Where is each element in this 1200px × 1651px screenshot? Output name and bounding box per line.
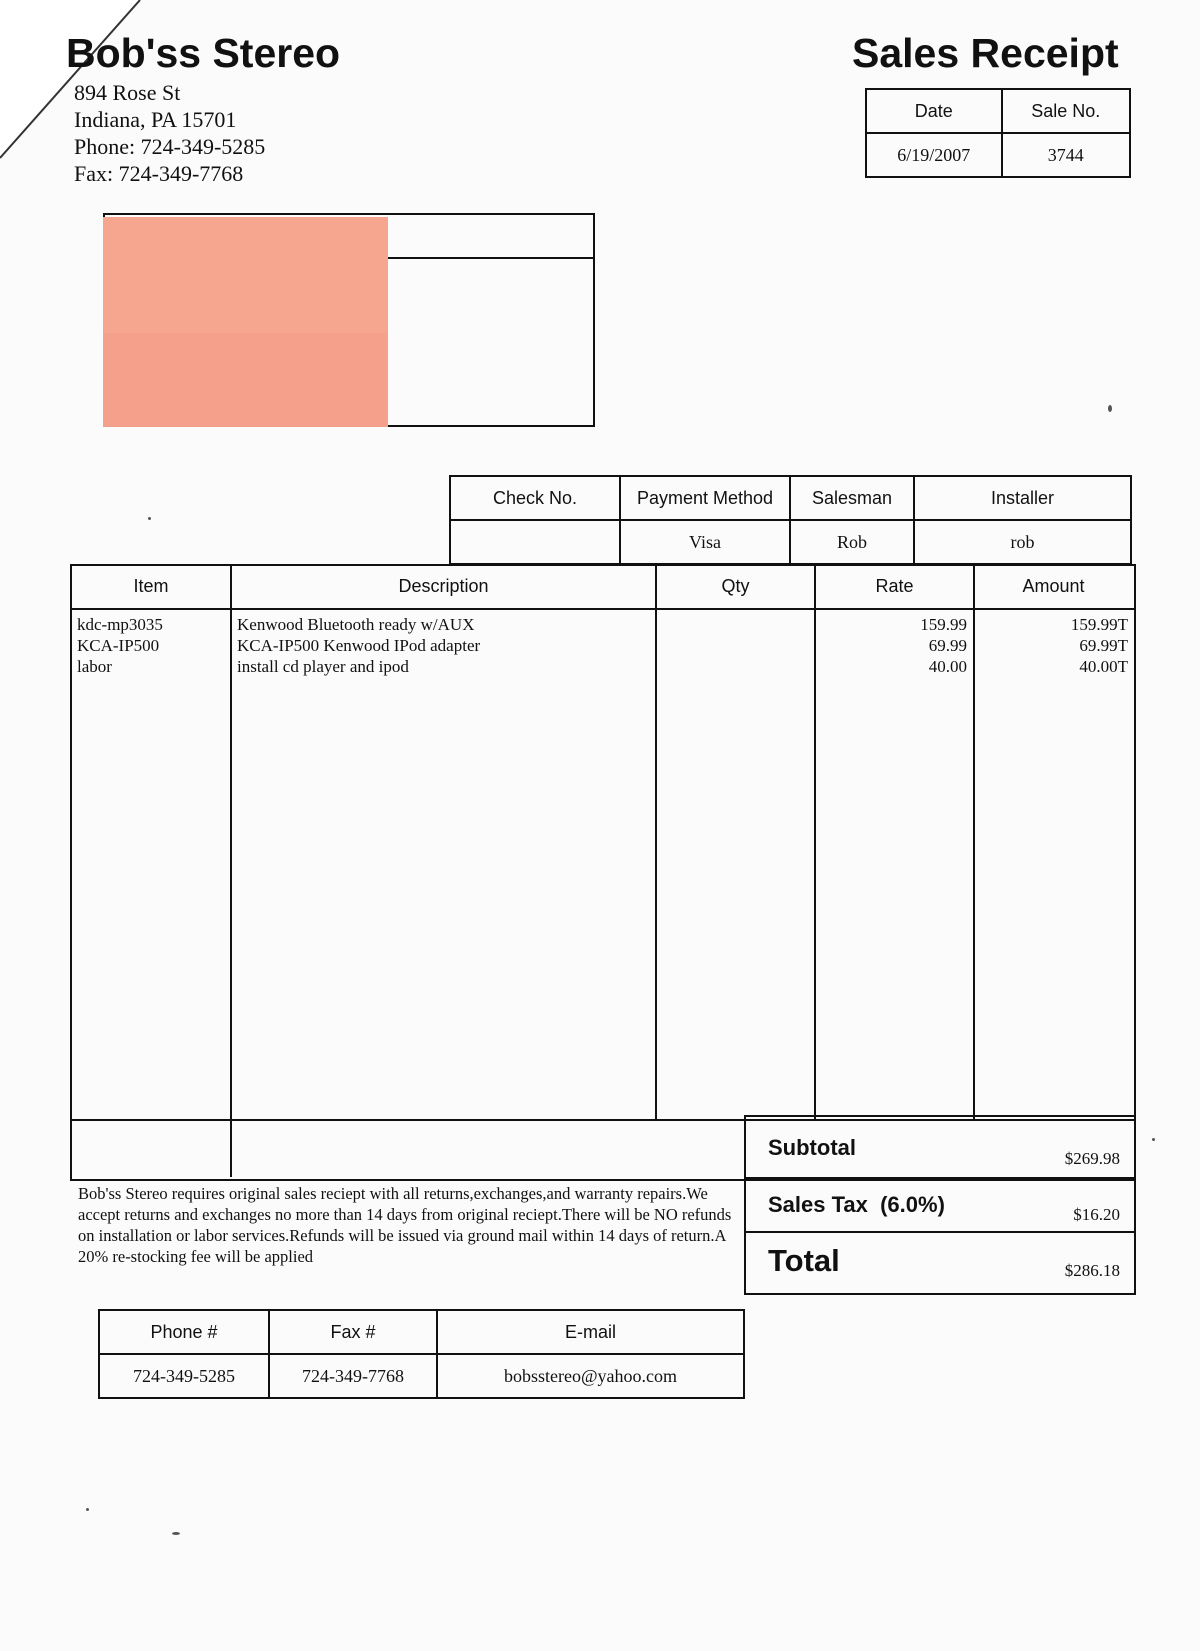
total-label: Total (768, 1243, 840, 1278)
company-address-line1: 894 Rose St (74, 80, 181, 105)
amount-header: Amount (1022, 576, 1085, 596)
totals-divider (746, 1177, 1134, 1179)
item-description: install cd player and ipod (237, 657, 409, 676)
item-rate: 159.99 (920, 615, 967, 634)
date-value: 6/19/2007 (866, 133, 1002, 177)
totals-divider (746, 1231, 1134, 1233)
rate-header: Rate (875, 576, 914, 596)
item-amount: 159.99T (1070, 615, 1128, 634)
payment-method-value: Visa (620, 520, 790, 564)
return-policy: Bob'ss Stereo requires original sales reciept with all returns,exchanges,and warranty repairs.We accept returns and exchanges no more than 14 days from original reciept.There will be NO refunds on installation or labor services.Refunds will be issued via ground mail within 14 days of return.A 20% re-stocking fee will be applied (78, 1184, 732, 1266)
email-value: bobsstereo@yahoo.com (437, 1354, 744, 1398)
subtotal-label: Subtotal (768, 1135, 856, 1160)
item-amount: 69.99T (1079, 636, 1128, 655)
company-address-line2: Indiana, PA 15701 (74, 107, 237, 132)
item-code: kdc-mp3035 (77, 615, 163, 634)
installer-value: rob (914, 520, 1131, 564)
fax-value: 724-349-7768 (269, 1354, 437, 1398)
scan-speck (172, 1532, 180, 1535)
redacted-area (103, 217, 388, 427)
column-divider (655, 566, 657, 1119)
check-no-header: Check No. (450, 476, 620, 520)
contact-table (98, 1309, 745, 1399)
company-phone: Phone: 724-349-5285 (74, 134, 266, 159)
item-amount: 40.00T (1079, 657, 1128, 676)
date-sale-table (865, 88, 1131, 178)
payment-method-header: Payment Method (620, 476, 790, 520)
email-header: E-mail (437, 1310, 744, 1354)
description-header: Description (398, 576, 489, 596)
company-fax: Fax: 724-349-7768 (74, 161, 244, 186)
scan-speck (1108, 405, 1112, 412)
scan-speck (1152, 1138, 1155, 1141)
scan-speck (148, 517, 151, 520)
item-code: KCA-IP500 (77, 636, 160, 655)
check-no-value (450, 520, 620, 564)
column-divider (230, 566, 232, 1177)
installer-header: Installer (914, 476, 1131, 520)
totals-box (744, 1115, 1136, 1295)
sales-tax-label: Sales Tax (6.0%) (768, 1192, 945, 1217)
item-description: Kenwood Bluetooth ready w/AUX (237, 615, 475, 634)
qty-header: Qty (721, 576, 750, 596)
document-title: Sales Receipt (852, 30, 1119, 76)
item-code: labor (77, 657, 112, 676)
company-name: Bob'ss Stereo (66, 30, 341, 76)
item-rate: 69.99 (928, 636, 967, 655)
phone-header: Phone # (99, 1310, 269, 1354)
payment-table (449, 475, 1132, 565)
date-header: Date (866, 89, 1002, 133)
item-description: KCA-IP500 Kenwood IPod adapter (237, 636, 481, 655)
subtotal-value: $269.98 (1064, 1149, 1120, 1168)
fax-header: Fax # (269, 1310, 437, 1354)
sale-no-value: 3744 (1002, 133, 1130, 177)
item-rate: 40.00 (928, 657, 967, 676)
sales-tax-value: $16.20 (1073, 1205, 1120, 1224)
sale-no-header: Sale No. (1002, 89, 1130, 133)
salesman-header: Salesman (790, 476, 914, 520)
total-value: $286.18 (1064, 1261, 1120, 1280)
phone-value: 724-349-5285 (99, 1354, 269, 1398)
salesman-value: Rob (790, 520, 914, 564)
scan-speck (86, 1508, 89, 1511)
items-table (70, 564, 1136, 1181)
item-header: Item (133, 576, 169, 596)
